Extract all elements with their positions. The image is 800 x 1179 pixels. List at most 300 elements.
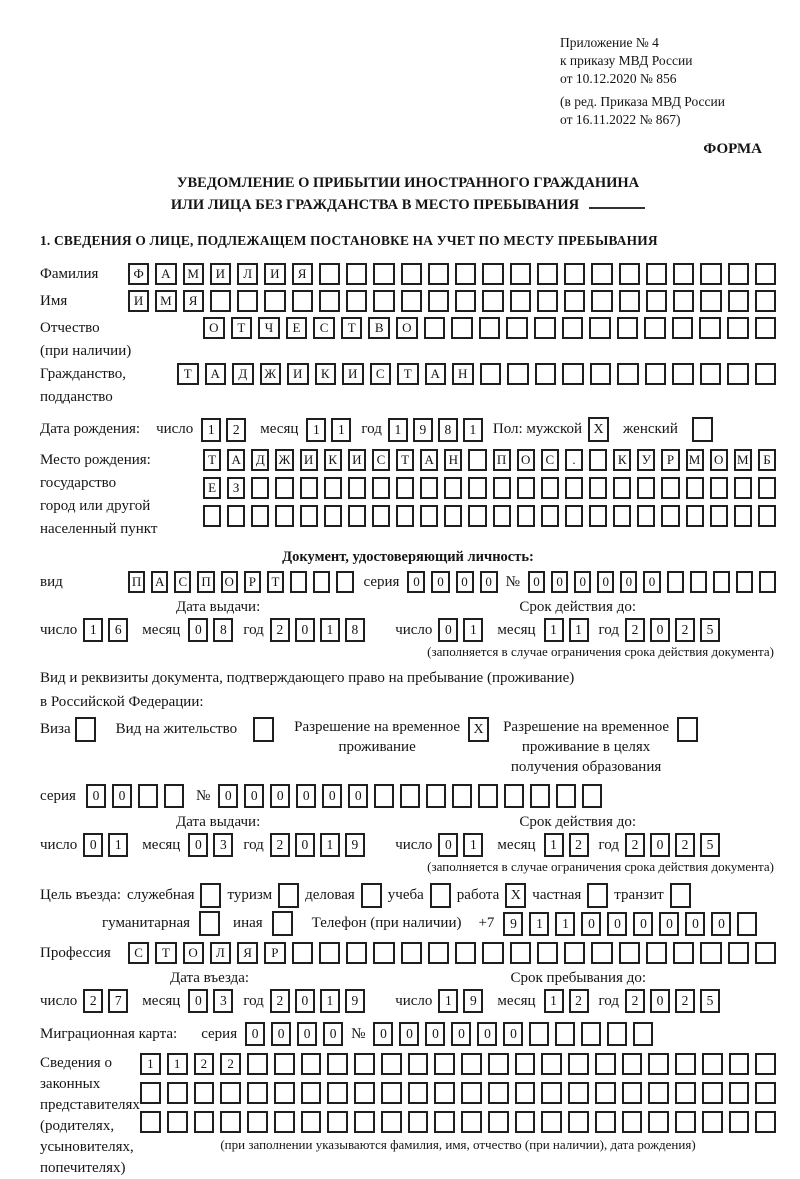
char-cell — [319, 290, 340, 312]
birth-month-cells — [306, 418, 351, 442]
char-cell: 0 — [399, 1022, 419, 1046]
birth-place-row — [40, 449, 776, 541]
purpose-official-checkbox — [200, 883, 221, 908]
char-cell — [595, 1082, 616, 1104]
char-cell: 0 — [373, 1022, 393, 1046]
char-cell — [167, 1082, 188, 1104]
char-cell: Т — [341, 317, 363, 339]
char-cell: 0 — [425, 1022, 445, 1046]
char-cell: 1 — [83, 618, 103, 642]
char-cell — [482, 263, 503, 285]
char-cell — [591, 942, 612, 964]
birth-date-label: Дата рождения: — [40, 421, 141, 437]
representatives-label-line2: законных — [40, 1076, 101, 1092]
char-cell — [301, 1111, 322, 1133]
char-cell — [702, 1053, 723, 1075]
char-cell: С — [313, 317, 335, 339]
char-cell: 1 — [140, 1053, 161, 1075]
char-cell: В — [368, 317, 390, 339]
char-cell — [290, 571, 307, 593]
char-cell — [420, 505, 438, 527]
birth-month-label: месяц — [260, 421, 299, 437]
migration-series-label: серия — [201, 1025, 238, 1042]
char-cell — [264, 290, 285, 312]
char-cell — [564, 290, 585, 312]
section1-heading: 1. СВЕДЕНИЯ О ЛИЦЕ, ПОДЛЕЖАЩЕМ ПОСТАНОВКЕ НА УЧЕТ ПО МЕСТУ ПРЕБЫВАНИЯ — [40, 233, 658, 248]
char-cell — [381, 1082, 402, 1104]
char-cell — [452, 784, 472, 808]
char-cell — [728, 290, 749, 312]
char-cell — [444, 477, 462, 499]
residence-issue-year-cells — [270, 833, 365, 857]
char-cell: Е — [286, 317, 308, 339]
char-cell — [428, 290, 449, 312]
char-cell: Р — [264, 942, 285, 964]
char-cell: О — [517, 449, 535, 471]
char-cell — [336, 571, 353, 593]
identity-doc-type-row — [40, 571, 776, 593]
stay-day-cells — [438, 989, 483, 1013]
migration-series-cells — [245, 1022, 343, 1046]
residence-number-label: № — [195, 787, 211, 804]
char-cell — [479, 317, 501, 339]
identity-valid-month-cells — [544, 618, 589, 642]
char-cell: 1 — [201, 418, 221, 442]
profession-cells — [128, 942, 776, 964]
char-cell — [622, 1082, 643, 1104]
char-cell: 0 — [581, 912, 601, 936]
char-cell — [727, 363, 749, 385]
char-cell: Ж — [260, 363, 282, 385]
char-cell — [541, 1111, 562, 1133]
patronymic-label-note: (при наличии) — [40, 343, 132, 359]
char-cell — [275, 505, 293, 527]
char-cell: 2 — [194, 1053, 215, 1075]
temp-permit-label-block — [294, 717, 460, 757]
identity-valid-year-cells — [625, 618, 720, 642]
char-cell — [354, 1053, 375, 1075]
char-cell: 0 — [322, 784, 342, 808]
char-cell — [401, 263, 422, 285]
identity-issue-day-cells — [83, 618, 128, 642]
char-cell — [327, 1053, 348, 1075]
char-cell — [482, 290, 503, 312]
citizenship-label: Гражданство, — [40, 366, 127, 382]
char-cell — [564, 942, 585, 964]
residence-number-cells — [218, 784, 602, 808]
char-cell: А — [420, 449, 438, 471]
temp-permit-edu-checkbox — [677, 717, 698, 742]
char-cell: П — [197, 571, 214, 593]
char-cell — [434, 1053, 455, 1075]
char-cell — [562, 363, 584, 385]
representatives-label-block — [40, 1053, 140, 1179]
char-cell — [480, 363, 502, 385]
representatives-row — [40, 1053, 776, 1179]
char-cell — [710, 477, 728, 499]
char-cell — [346, 263, 367, 285]
purpose-row — [40, 883, 776, 908]
char-cell — [401, 942, 422, 964]
purpose-humanitarian-checkbox — [199, 911, 220, 936]
char-cell: 0 — [188, 989, 208, 1013]
patronymic-row — [40, 317, 776, 363]
char-cell: 9 — [463, 989, 483, 1013]
residence-valid-day-cells — [438, 833, 483, 857]
char-cell: 1 — [331, 418, 351, 442]
char-cell: 0 — [456, 571, 474, 593]
char-cell: 0 — [295, 618, 315, 642]
issue-year-label: год — [243, 621, 264, 638]
char-cell — [661, 505, 679, 527]
char-cell: 0 — [633, 912, 653, 936]
representatives-label-line3: представителях — [40, 1097, 140, 1113]
char-cell: С — [372, 449, 390, 471]
birth-place-cells-row3 — [203, 505, 776, 527]
char-cell — [713, 571, 730, 593]
char-cell — [646, 263, 667, 285]
char-cell: 1 — [320, 618, 340, 642]
title-underline — [589, 196, 645, 209]
identity-doc-series-cells — [407, 571, 497, 593]
char-cell — [648, 1082, 669, 1104]
char-cell: 1 — [544, 989, 564, 1013]
residence-issue-day-cells — [83, 833, 128, 857]
residence-doc-text1: Вид и реквизиты документа, подтверждающего право на пребывание (проживание) — [40, 670, 575, 686]
char-cell: П — [128, 571, 145, 593]
char-cell — [645, 363, 667, 385]
char-cell — [220, 1082, 241, 1104]
char-cell — [396, 477, 414, 499]
stay-until-heading: Срок пребывания до: — [510, 970, 646, 986]
char-cell: 9 — [345, 833, 365, 857]
identity-doc-note: (заполняется в случае ограничения срока действия документа) — [427, 644, 774, 659]
char-cell — [292, 290, 313, 312]
valid-month-label: месяц — [497, 621, 536, 638]
birth-place-label-block — [40, 449, 203, 541]
char-cell: Т — [231, 317, 253, 339]
purpose-study-checkbox — [430, 883, 451, 908]
char-cell — [648, 1111, 669, 1133]
char-cell — [324, 477, 342, 499]
char-cell: 1 — [463, 833, 483, 857]
char-cell — [247, 1111, 268, 1133]
char-cell: 2 — [226, 418, 246, 442]
residence-valid-month-label: месяц — [497, 836, 536, 853]
char-cell: М — [155, 290, 176, 312]
citizenship-row — [40, 363, 776, 409]
form-title-line2: ИЛИ ЛИЦА БЕЗ ГРАЖДАНСТВА В МЕСТО ПРЕБЫВАНИЯ — [170, 197, 580, 213]
char-cell — [203, 505, 221, 527]
temp-permit-line2: проживание — [338, 739, 416, 755]
char-cell: А — [155, 263, 176, 285]
identity-doc-series-label: серия — [363, 573, 400, 590]
char-cell: О — [396, 317, 418, 339]
char-cell — [758, 505, 776, 527]
char-cell — [541, 477, 559, 499]
birth-day-label: число — [156, 421, 194, 437]
representatives-label-line5: усыновителях, — [40, 1139, 134, 1155]
char-cell — [582, 784, 602, 808]
birth-date-row — [40, 417, 776, 442]
char-cell — [637, 477, 655, 499]
residence-doc-date-headings — [40, 814, 776, 831]
char-cell: 0 — [438, 833, 458, 857]
valid-day-label: число — [395, 621, 433, 638]
residence-series-label: серия — [40, 787, 76, 804]
identity-doc-number-cells — [528, 571, 776, 593]
char-cell: Т — [397, 363, 419, 385]
citizenship-label-block — [40, 363, 177, 409]
issue-month-label: месяц — [142, 621, 181, 638]
birth-place-label: Место рождения: — [40, 452, 151, 468]
header-line-4: (в ред. Приказа МВД России — [560, 94, 725, 109]
char-cell — [428, 263, 449, 285]
char-cell: 0 — [620, 571, 637, 593]
char-cell — [428, 942, 449, 964]
char-cell: 7 — [108, 989, 128, 1013]
char-cell: И — [210, 263, 231, 285]
char-cell — [729, 1053, 750, 1075]
char-cell: 2 — [270, 833, 290, 857]
birth-place-label-city: город или другой — [40, 498, 151, 514]
char-cell: И — [300, 449, 318, 471]
residence-valid-year-cells — [625, 833, 720, 857]
temp-permit-edu-line3: получения образования — [510, 759, 662, 775]
char-cell — [734, 477, 752, 499]
char-cell — [251, 477, 269, 499]
char-cell: 0 — [597, 571, 614, 593]
representatives-note: (при заполнении указываются фамилия, имя, отчество (при наличии), дата рождения) — [220, 1137, 696, 1152]
char-cell: 0 — [112, 784, 132, 808]
entry-month-label: месяц — [142, 992, 181, 1009]
char-cell — [755, 1111, 776, 1133]
char-cell: 1 — [320, 989, 340, 1013]
purpose-transit-label: транзит — [614, 887, 664, 903]
char-cell — [613, 505, 631, 527]
char-cell — [468, 449, 486, 471]
char-cell — [348, 505, 366, 527]
birth-place-cells-block — [203, 449, 776, 527]
identity-doc-type-cells — [128, 571, 354, 593]
char-cell — [661, 477, 679, 499]
char-cell: К — [324, 449, 342, 471]
char-cell — [504, 784, 524, 808]
char-cell — [444, 505, 462, 527]
char-cell: О — [710, 449, 728, 471]
char-cell: Я — [237, 942, 258, 964]
char-cell: 0 — [271, 1022, 291, 1046]
purpose-tourism-checkbox — [278, 883, 299, 908]
char-cell: 1 — [320, 833, 340, 857]
residence-doc-note: (заполняется в случае ограничения срока действия документа) — [427, 859, 774, 874]
char-cell — [517, 505, 535, 527]
char-cell: Т — [155, 942, 176, 964]
char-cell — [581, 1022, 601, 1046]
char-cell: О — [221, 571, 238, 593]
char-cell: Н — [452, 363, 474, 385]
char-cell — [488, 1111, 509, 1133]
char-cell — [734, 505, 752, 527]
identity-doc-heading: Документ, удостоверяющий личность: — [282, 549, 534, 565]
char-cell — [622, 1053, 643, 1075]
char-cell: Ф — [128, 263, 149, 285]
char-cell: И — [264, 263, 285, 285]
char-cell — [617, 363, 639, 385]
birth-year-label: год — [361, 421, 382, 437]
char-cell — [568, 1111, 589, 1133]
char-cell — [637, 505, 655, 527]
purpose-study-label: учеба — [387, 887, 424, 903]
char-cell — [327, 1082, 348, 1104]
char-cell — [373, 263, 394, 285]
char-cell — [247, 1082, 268, 1104]
char-cell: И — [287, 363, 309, 385]
char-cell — [541, 1053, 562, 1075]
char-cell: 0 — [551, 571, 568, 593]
char-cell — [568, 1082, 589, 1104]
char-cell — [700, 363, 722, 385]
purpose-work-label: работа — [456, 887, 500, 903]
char-cell — [488, 1082, 509, 1104]
char-cell — [755, 363, 777, 385]
migration-number-label: № — [351, 1025, 366, 1042]
char-cell — [167, 1111, 188, 1133]
birth-place-label-state: государство — [40, 475, 117, 491]
identity-doc-number-label: № — [505, 573, 520, 590]
migration-card-label: Миграционная карта: — [40, 1025, 178, 1042]
purpose-business-label: деловая — [305, 887, 355, 903]
char-cell — [506, 317, 528, 339]
first-name-label: Имя — [40, 292, 68, 309]
char-cell — [565, 505, 583, 527]
char-cell: 1 — [167, 1053, 188, 1075]
char-cell — [633, 1022, 653, 1046]
char-cell — [736, 571, 753, 593]
char-cell: 2 — [270, 989, 290, 1013]
stay-month-cells — [544, 989, 589, 1013]
stay-month-label: месяц — [497, 992, 536, 1009]
purpose-other-label: иная — [233, 915, 263, 931]
char-cell — [373, 290, 394, 312]
residence-issue-month-cells — [188, 833, 233, 857]
char-cell: 5 — [700, 989, 720, 1013]
char-cell — [729, 1111, 750, 1133]
char-cell — [562, 317, 584, 339]
char-cell — [619, 263, 640, 285]
char-cell: 0 — [574, 571, 591, 593]
char-cell: Т — [203, 449, 221, 471]
char-cell — [700, 263, 721, 285]
char-cell: Т — [177, 363, 199, 385]
surname-label: Фамилия — [40, 265, 99, 282]
char-cell: 8 — [438, 418, 458, 442]
char-cell — [396, 505, 414, 527]
char-cell — [617, 317, 639, 339]
char-cell — [699, 317, 721, 339]
char-cell: Я — [292, 263, 313, 285]
entry-day-label: число — [40, 992, 78, 1009]
temp-permit-option — [294, 717, 489, 757]
identity-doc-dates-row — [40, 618, 776, 642]
char-cell: 0 — [188, 833, 208, 857]
char-cell — [564, 263, 585, 285]
char-cell: 2 — [270, 618, 290, 642]
entry-year-cells — [270, 989, 365, 1013]
visa-label: Виза — [40, 721, 71, 737]
char-cell: 0 — [643, 571, 660, 593]
char-cell — [565, 477, 583, 499]
char-cell — [555, 1022, 575, 1046]
char-cell — [755, 317, 777, 339]
birth-day-cells — [201, 418, 246, 442]
char-cell — [515, 1053, 536, 1075]
char-cell: 5 — [700, 833, 720, 857]
representatives-label-line4: (родителях, — [40, 1118, 115, 1134]
char-cell: 8 — [345, 618, 365, 642]
char-cell — [530, 784, 550, 808]
char-cell: 6 — [108, 618, 128, 642]
header-reference-block — [560, 34, 760, 129]
char-cell: 0 — [323, 1022, 343, 1046]
char-cell — [515, 1111, 536, 1133]
char-cell — [686, 505, 704, 527]
char-cell: 1 — [438, 989, 458, 1013]
char-cell — [346, 290, 367, 312]
citizenship-label2: подданство — [40, 389, 113, 405]
char-cell — [381, 1053, 402, 1075]
char-cell — [319, 942, 340, 964]
char-cell: 5 — [700, 618, 720, 642]
profession-label: Профессия — [40, 944, 111, 961]
char-cell — [408, 1082, 429, 1104]
char-cell — [607, 1022, 627, 1046]
purpose-row2 — [40, 911, 776, 936]
char-cell — [686, 477, 704, 499]
char-cell — [461, 1053, 482, 1075]
char-cell: 2 — [675, 989, 695, 1013]
char-cell — [164, 784, 184, 808]
char-cell: И — [128, 290, 149, 312]
char-cell: 0 — [348, 784, 368, 808]
identity-valid-day-cells — [438, 618, 483, 642]
char-cell: 1 — [569, 618, 589, 642]
patronymic-label: Отчество — [40, 320, 100, 336]
representatives-cells-row1 — [140, 1053, 776, 1075]
char-cell — [595, 1053, 616, 1075]
char-cell — [644, 317, 666, 339]
char-cell: 9 — [413, 418, 433, 442]
char-cell — [727, 317, 749, 339]
char-cell — [589, 477, 607, 499]
temp-permit-checkbox: X — [468, 717, 489, 742]
char-cell — [589, 505, 607, 527]
char-cell — [493, 505, 511, 527]
identity-issue-year-cells — [270, 618, 365, 642]
forma-label: ФОРМА — [703, 141, 762, 157]
char-cell — [275, 477, 293, 499]
char-cell: И — [342, 363, 364, 385]
char-cell: 0 — [711, 912, 731, 936]
representatives-label-line1: Сведения о — [40, 1055, 112, 1071]
birth-place-label-settlement: населенный пункт — [40, 521, 158, 537]
char-cell: 2 — [625, 618, 645, 642]
identity-issue-heading: Дата выдачи: — [176, 599, 261, 615]
char-cell — [591, 290, 612, 312]
char-cell: 1 — [388, 418, 408, 442]
char-cell — [556, 784, 576, 808]
sex-female-checkbox — [692, 417, 713, 442]
